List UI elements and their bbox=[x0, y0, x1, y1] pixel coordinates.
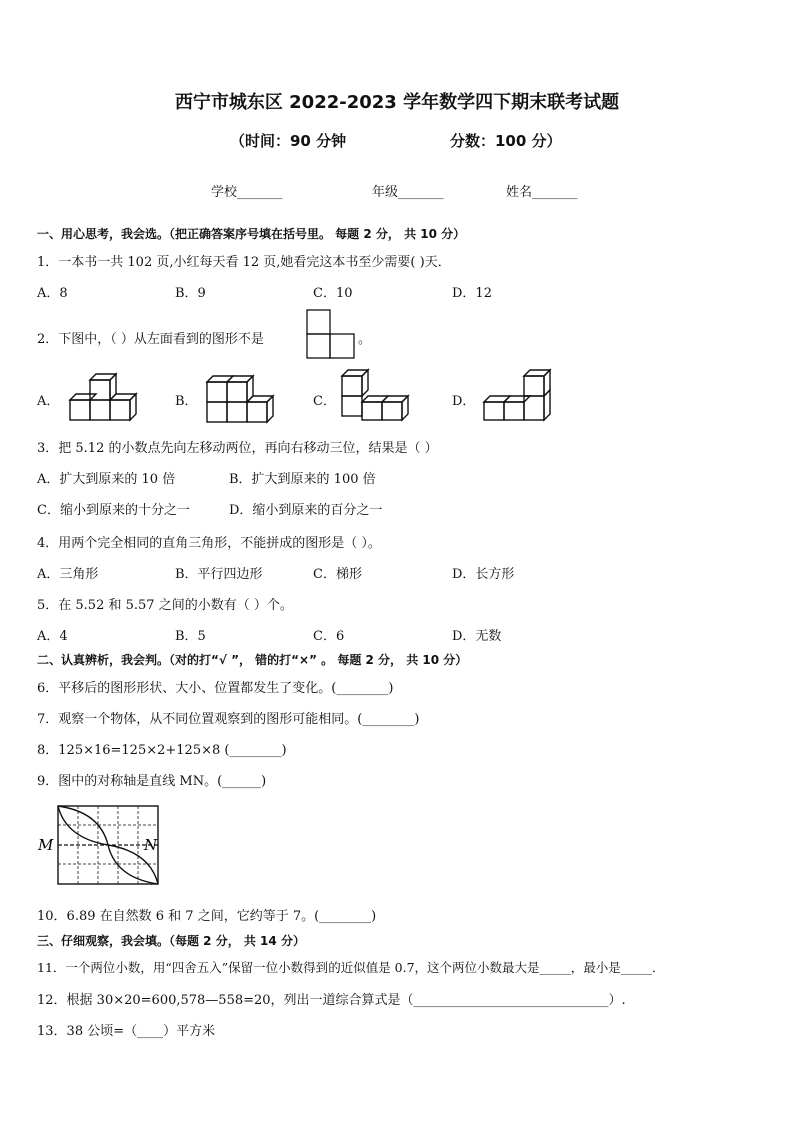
question-12: 12．根据 30×20=600,578—558=20，列出一道综合算式是（______________________________）. bbox=[37, 993, 626, 1008]
school-field: 学校_______ bbox=[211, 185, 283, 200]
q3-option-d: D．缩小到原来的百分之一 bbox=[229, 503, 383, 518]
section-1-heading: 一、用心思考，我会选。（把正确答案序号填在括号里。 每题 2 分， 共 10 分） bbox=[37, 227, 466, 241]
name-field: 姓名_______ bbox=[506, 185, 578, 200]
section-3-heading: 三、仔细观察，我会填。（每题 2 分， 共 14 分） bbox=[37, 934, 305, 948]
q2-text-end: 。 bbox=[358, 332, 372, 347]
q4-option-c: C．梯形 bbox=[313, 567, 362, 582]
q2-option-d-cubes bbox=[482, 368, 558, 424]
question-13: 13．38 公顷=（____）平方米 bbox=[37, 1024, 216, 1039]
q2-target-view-figure bbox=[306, 309, 356, 361]
question-5: 5．在 5.52 和 5.57 之间的小数有（ ）个。 bbox=[37, 598, 293, 613]
q2-option-a-cubes bbox=[68, 372, 140, 424]
question-11: 11．一个两位小数，用“四舍五入”保留一位小数得到的近似值是 0.7，这个两位小数最大是_____，最小是_____． bbox=[37, 960, 665, 975]
q2-option-c-cubes bbox=[340, 368, 412, 424]
question-2: 2．下图中，（ ）从左面看到的图形不是 bbox=[37, 332, 264, 347]
q9-symmetry-figure bbox=[36, 804, 166, 886]
q5-option-d: D．无数 bbox=[452, 629, 502, 644]
q4-option-b: B．平行四边形 bbox=[175, 567, 263, 582]
question-4: 4．用两个完全相同的直角三角形，不能拼成的图形是（ ）。 bbox=[37, 536, 381, 551]
grade-field: 年级_______ bbox=[372, 185, 444, 200]
question-1: 1．一本书一共 102 页,小红每天看 12 页,她看完这本书至少需要( )天． bbox=[37, 255, 451, 270]
q4-option-a: A．三角形 bbox=[37, 567, 99, 582]
q3-option-c: C．缩小到原来的十分之一 bbox=[37, 503, 190, 518]
q2-option-c: C． bbox=[313, 394, 336, 409]
page-title: 西宁市城东区 2022-2023 学年数学四下期末联考试题 bbox=[174, 92, 620, 113]
q2-option-b-cubes bbox=[205, 374, 277, 424]
q2-option-d: D． bbox=[452, 394, 476, 409]
exam-time: （时间：90 分钟 bbox=[230, 132, 347, 150]
question-9: 9．图中的对称轴是直线 MN。(______) bbox=[37, 774, 267, 789]
q1-option-c: C．10 bbox=[313, 286, 353, 301]
q5-option-c: C．6 bbox=[313, 629, 345, 644]
q2-option-a: A． bbox=[37, 394, 60, 409]
q5-option-a: A．4 bbox=[37, 629, 68, 644]
question-10: 10．6.89 在自然数 6 和 7 之间，它约等于 7。(________) bbox=[37, 909, 377, 924]
section-2-heading: 二、认真辨析，我会判。（对的打“√ ”， 错的打“×” 。 每题 2 分， 共 10 分） bbox=[37, 653, 468, 667]
q4-option-d: D．长方形 bbox=[452, 567, 515, 582]
question-8: 8．125×16=125×2+125×8 (________) bbox=[37, 743, 287, 758]
q9-label-n: N bbox=[144, 836, 158, 854]
question-7: 7．观察一个物体，从不同位置观察到的图形可能相同。(________) bbox=[37, 712, 420, 727]
q1-option-d: D．12 bbox=[452, 286, 492, 301]
q9-label-m: M bbox=[38, 836, 54, 854]
q3-option-b: B．扩大到原来的 100 倍 bbox=[229, 472, 376, 487]
question-3: 3．把 5.12 的小数点先向左移动两位，再向右移动三位，结果是（ ） bbox=[37, 441, 438, 456]
exam-score: 分数：100 分） bbox=[450, 132, 562, 150]
q3-option-a: A．扩大到原来的 10 倍 bbox=[37, 472, 176, 487]
q1-option-a: A．8 bbox=[37, 286, 68, 301]
q1-option-b: B．9 bbox=[175, 286, 206, 301]
q5-option-b: B．5 bbox=[175, 629, 206, 644]
q2-option-b: B． bbox=[175, 394, 198, 409]
question-6: 6．平移后的图形形状、大小、位置都发生了变化。(________) bbox=[37, 681, 394, 696]
